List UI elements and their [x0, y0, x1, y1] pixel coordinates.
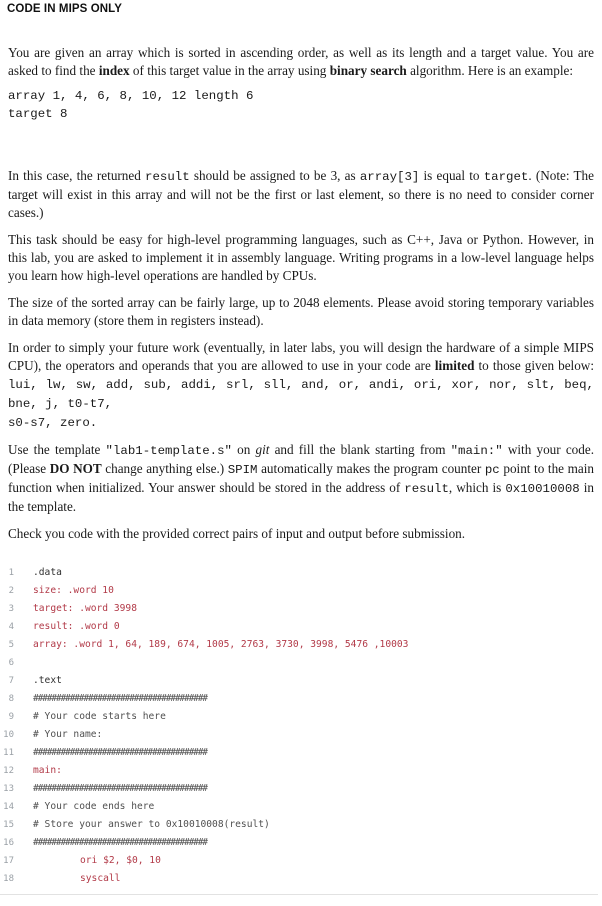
text: algorithm. Here is an example: — [406, 63, 574, 78]
code-address: 0x10010008 — [505, 482, 580, 496]
line-text: main: — [33, 765, 62, 776]
emphasis-binary-search: binary search — [329, 63, 407, 78]
code-array-index: array[3] — [359, 170, 420, 184]
code-line — [0, 834, 598, 852]
line-number: 15 — [3, 820, 14, 830]
code-line — [0, 690, 598, 708]
line-number: 2 — [8, 586, 14, 596]
line-number: 3 — [8, 604, 14, 614]
line-text: array: .word 1, 64, 189, 674, 1005, 2763, 3730, 3998, 5476 ,10003 — [33, 639, 409, 650]
code-line — [0, 744, 598, 762]
page-header: CODE IN MIPS ONLY — [7, 3, 123, 15]
allowed-operators: lui, lw, sw, add, sub, addi, srl, sll, and, or, andi, ori, xor, nor, slt, beq, bne, j, t0-t7, — [8, 378, 594, 411]
line-text: # Store your answer to 0x10010008(result) — [33, 819, 270, 830]
allowed-operands: s0-s7, zero. — [8, 416, 98, 430]
text: is equal to — [419, 168, 484, 183]
line-text: ###################################### — [33, 837, 207, 848]
code-line — [0, 726, 598, 744]
text: should be assigned to be 3, as — [189, 168, 360, 183]
code-line — [0, 780, 598, 798]
text: , which is — [448, 480, 506, 495]
text: . (Note: The target will exist in this array and will not be the first or last element, so there is no need to consider corner cases.) — [8, 168, 594, 220]
code-line — [0, 816, 598, 834]
example-array-line: array 1, 4, 6, 8, 10, 12 length 6 — [8, 89, 254, 103]
line-text: ###################################### — [33, 783, 207, 794]
code-pc: pc — [484, 463, 500, 477]
line-text: size: .word 10 — [33, 585, 114, 596]
text: of this target value in the array using — [129, 63, 330, 78]
code-line — [0, 672, 598, 690]
line-text: syscall — [80, 873, 121, 884]
code-spim: SPIM — [227, 463, 258, 477]
text: In order to simply your future work (eventually, in later labs, you will design the hardware of a simple MIPS CPU), the operators and operands that you are allowed to use in your code are — [8, 340, 594, 373]
code-result-ref: result — [404, 482, 449, 496]
line-text: # Your code ends here — [33, 801, 155, 812]
line-number: 13 — [3, 784, 14, 794]
code-listing — [0, 564, 598, 895]
text: You are given an array which is sorted in ascending order, as well as its length and a target value. You are asked to find the — [8, 45, 594, 78]
code-result: result — [145, 170, 190, 184]
emphasis-index: index — [98, 63, 130, 78]
line-text: ###################################### — [33, 693, 207, 704]
line-text: ori $2, $0, 10 — [80, 855, 161, 866]
code-line — [0, 708, 598, 726]
line-number: 10 — [3, 730, 14, 740]
emphasis-limited: limited — [434, 358, 475, 373]
text: automatically makes the program counter — [257, 461, 485, 476]
check-paragraph: Check you code with the provided correct pairs of input and output before submission. — [8, 526, 466, 541]
line-number: 5 — [8, 640, 14, 650]
code-main-label: "main:" — [450, 444, 503, 458]
text: in the template. — [8, 480, 594, 514]
emphasis-do-not: DO NOT — [49, 461, 102, 476]
line-text: .data — [33, 567, 62, 578]
code-target: target — [483, 170, 529, 184]
code-line — [0, 582, 598, 600]
example-target-line: target 8 — [8, 107, 68, 121]
operators-paragraph — [8, 339, 594, 432]
line-text: .text — [33, 675, 62, 686]
line-number: 16 — [3, 838, 14, 848]
code-line — [0, 618, 598, 636]
line-number: 1 — [8, 568, 14, 578]
motivation-paragraph: This task should be easy for high-level programming languages, such as C++, Java or Python. However, in this lab, you are asked to implement it in assembly language. Writing programs in a low-level language helps you learn how high-level operations are handled by CPUs. — [8, 232, 594, 283]
text: In this case, the returned — [8, 168, 146, 183]
template-paragraph — [8, 441, 594, 516]
size-paragraph: The size of the sorted array can be fairly large, up to 2048 elements. Please avoid storing temporary variables in data memory (store them in registers instead). — [8, 295, 594, 328]
problem-description — [8, 44, 594, 552]
line-number: 9 — [8, 712, 14, 722]
line-number: 12 — [3, 766, 14, 776]
code-line — [0, 852, 598, 870]
result-paragraph — [8, 167, 594, 222]
line-text: # Your code starts here — [33, 711, 166, 722]
emphasis-git: git — [255, 442, 270, 457]
text: change anything else.) — [101, 461, 228, 476]
code-line — [0, 798, 598, 816]
line-text: ###################################### — [33, 747, 207, 758]
text: with your code. (Please — [8, 442, 595, 476]
line-text: # Your name: — [33, 729, 103, 740]
line-text: target: .word 3998 — [33, 603, 137, 614]
text: Use the template — [8, 442, 106, 457]
line-number: 17 — [3, 856, 14, 866]
line-text: result: .word 0 — [33, 621, 120, 632]
line-number: 7 — [8, 676, 14, 686]
code-line — [0, 870, 598, 888]
code-line — [0, 600, 598, 618]
line-number: 8 — [8, 694, 14, 704]
text: point to the main function when initialized. Your answer should be stored in the address of — [8, 461, 594, 495]
text: on — [231, 442, 256, 457]
code-line — [0, 654, 598, 672]
line-number: 14 — [3, 802, 14, 812]
line-number: 6 — [8, 658, 14, 668]
intro-paragraph — [8, 44, 594, 80]
text: to those given below: — [474, 358, 594, 373]
text: and fill the blank starting from — [269, 442, 451, 457]
code-line — [0, 564, 598, 582]
code-line — [0, 762, 598, 780]
line-number: 11 — [3, 748, 14, 758]
code-template-file: "lab1-template.s" — [105, 444, 232, 458]
example-block — [8, 87, 594, 123]
line-number: 4 — [8, 622, 14, 632]
code-line — [0, 636, 598, 654]
line-number: 18 — [3, 874, 14, 884]
